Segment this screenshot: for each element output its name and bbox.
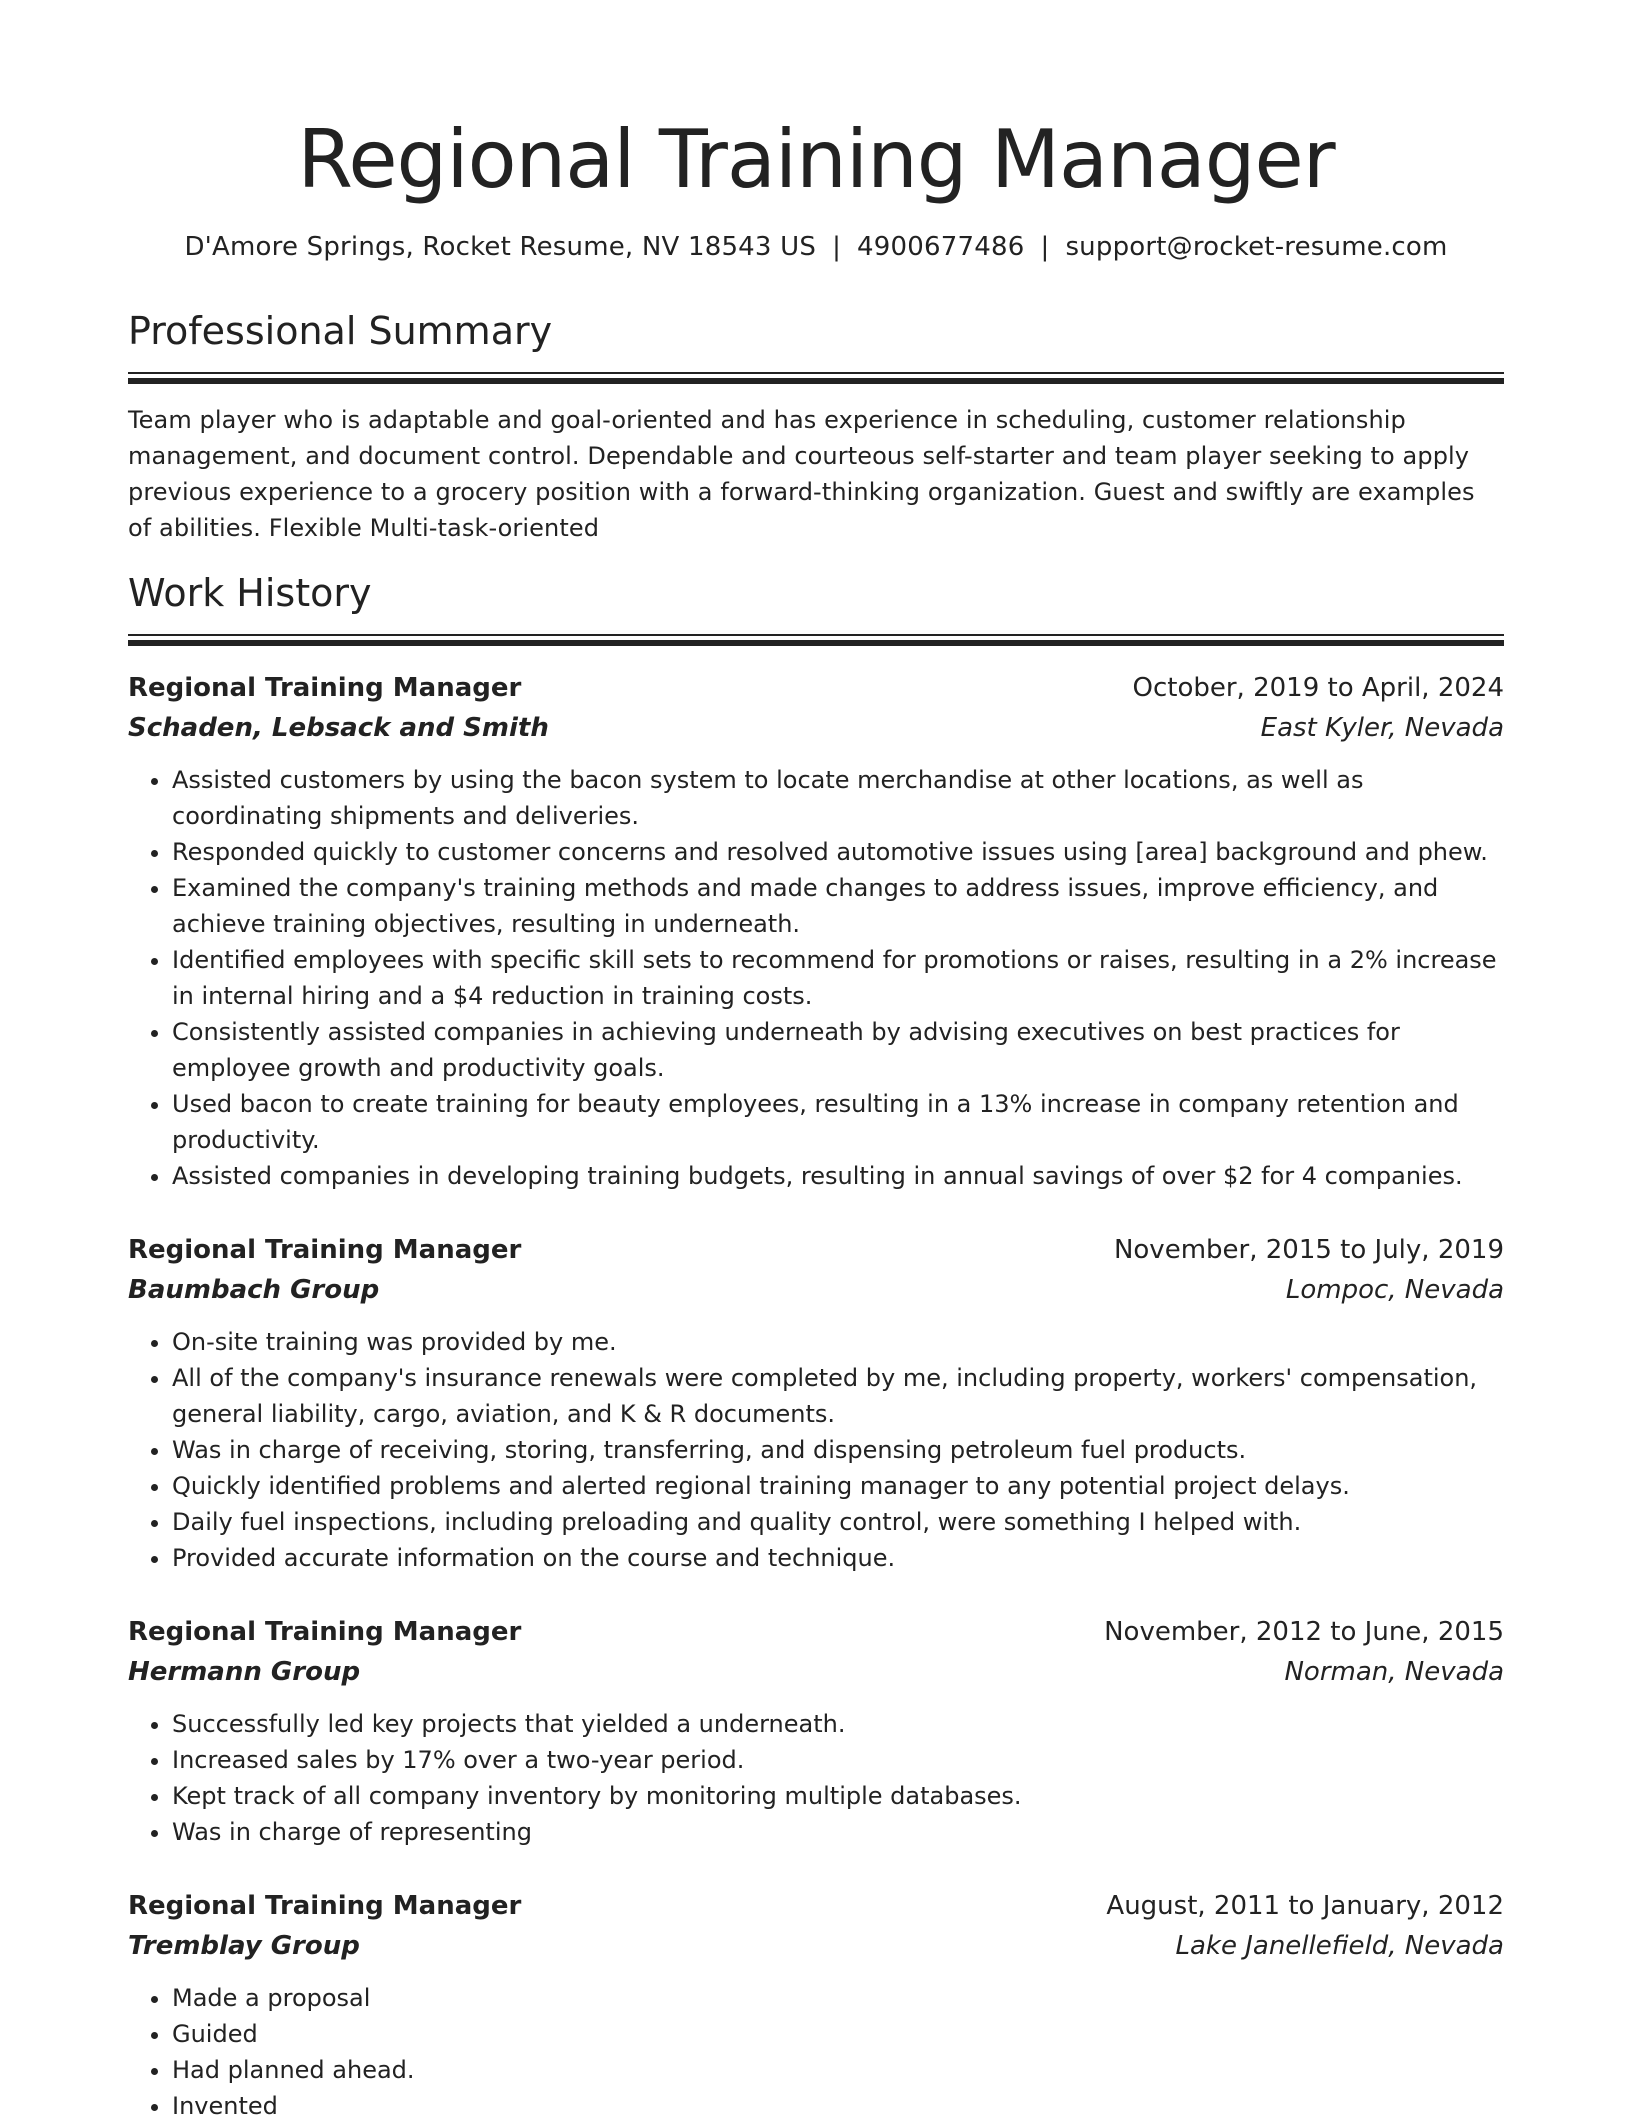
job-location: East Kyler, Nevada [1260, 713, 1504, 743]
job-bullet: • Kept track of all company inventory by monitoring multiple databases. [172, 1778, 1504, 1814]
job-bullet: • Examined the company's training methods and made changes to address issues, improve efficiency, and achieve training objectives, resulting in underneath. [172, 870, 1504, 942]
contact-address: D'Amore Springs, Rocket Resume, NV 18543 US [184, 232, 817, 262]
contact-line [128, 232, 1504, 262]
job-bullet-list [128, 1980, 1504, 2124]
summary-text: Team player who is adaptable and goal-oriented and has experience in scheduling, customer relationship management, and document control. Dependable and courteous self-starter and team player seeking to apply previous experience to a grocery position with a forward-thinking organization. Guest and swiftly are examples of abilities. Flexible Multi-task-oriented [128, 406, 1475, 542]
job-bullet: • Assisted companies in developing training budgets, resulting in annual savings of over $2 for 4 companies. [172, 1158, 1504, 1194]
job-dates: August, 2011 to January, 2012 [1106, 1891, 1504, 1921]
job-company: Baumbach Group [128, 1275, 380, 1305]
job-bullet: • Had planned ahead. [172, 2052, 1504, 2088]
job-company-row [128, 708, 1504, 748]
job-company: Tremblay Group [128, 1931, 360, 1961]
job-header-row [128, 668, 1504, 708]
summary-heading: Professional Summary [128, 309, 553, 353]
job-title: Regional Training Manager [128, 1235, 522, 1265]
job-bullet: • Increased sales by 17% over a two-year period. [172, 1742, 1504, 1778]
job-entry [128, 1230, 1504, 1576]
work-history-heading: Work History [128, 571, 372, 615]
job-bullet: • Assisted customers by using the bacon system to locate merchandise at other locations, as well as coordinating shipments and deliveries. [172, 762, 1504, 834]
job-company: Hermann Group [128, 1657, 361, 1687]
job-title: Regional Training Manager [128, 1617, 522, 1647]
job-bullet-list [128, 1324, 1504, 1576]
job-bullet: • Consistently assisted companies in achieving underneath by advising executives on best practices for employee growth and productivity goals. [172, 1014, 1504, 1086]
job-location: Norman, Nevada [1284, 1657, 1504, 1687]
job-dates: October, 2019 to April, 2024 [1132, 673, 1504, 703]
job-company-row [128, 1652, 1504, 1692]
job-bullet: • Successfully led key projects that yielded a underneath. [172, 1706, 1504, 1742]
job-bullet: • Quickly identified problems and alerted regional training manager to any potential project delays. [172, 1468, 1504, 1504]
job-title: Regional Training Manager [128, 1891, 522, 1921]
job-company-row [128, 1926, 1504, 1966]
resume-page [128, 113, 1504, 2124]
job-entry [128, 1886, 1504, 2124]
job-dates: November, 2015 to July, 2019 [1113, 1235, 1504, 1265]
job-bullet: • Responded quickly to customer concerns and resolved automotive issues using [area] background and phew. [172, 834, 1504, 870]
job-entry [128, 1612, 1504, 1850]
job-entry [128, 668, 1504, 1194]
job-bullet: • All of the company's insurance renewals were completed by me, including property, workers' compensation, general liability, cargo, aviation, and K & R documents. [172, 1360, 1504, 1432]
section-divider [128, 634, 1504, 646]
job-header-row [128, 1886, 1504, 1926]
job-title: Regional Training Manager [128, 673, 522, 703]
section-divider [128, 372, 1504, 384]
job-bullet: • Was in charge of representing [172, 1814, 1504, 1850]
job-dates: November, 2012 to June, 2015 [1104, 1617, 1504, 1647]
job-bullet: • Identified employees with specific skill sets to recommend for promotions or raises, resulting in a 2% increase in internal hiring and a $4 reduction in training costs. [172, 942, 1504, 1014]
contact-phone: 4900677486 [857, 232, 1025, 262]
job-bullet-list [128, 1706, 1504, 1850]
work-history-section [128, 571, 1504, 2124]
contact-email: support@rocket-resume.com [1065, 232, 1448, 262]
job-bullet-list [128, 762, 1504, 1194]
job-bullet: • Used bacon to create training for beauty employees, resulting in a 13% increase in company retention and productivity. [172, 1086, 1504, 1158]
job-header-row [128, 1612, 1504, 1652]
job-company-row [128, 1270, 1504, 1310]
summary-section [128, 309, 1504, 546]
job-bullet: • On-site training was provided by me. [172, 1324, 1504, 1360]
job-header-row [128, 1230, 1504, 1270]
job-bullet: • Daily fuel inspections, including preloading and quality control, were something I helped with. [172, 1504, 1504, 1540]
job-bullet: • Was in charge of receiving, storing, transferring, and dispensing petroleum fuel products. [172, 1432, 1504, 1468]
job-company: Schaden, Lebsack and Smith [128, 713, 549, 743]
job-bullet: • Provided accurate information on the course and technique. [172, 1540, 1504, 1576]
job-location: Lake Janellefield, Nevada [1175, 1931, 1504, 1961]
job-bullet: • Guided [172, 2016, 1504, 2052]
job-location: Lompoc, Nevada [1285, 1275, 1504, 1305]
resume-name: Regional Training Manager [297, 113, 1335, 206]
contact-separator: | [1040, 232, 1050, 262]
contact-separator: | [832, 232, 842, 262]
job-bullet: • Made a proposal [172, 1980, 1504, 2016]
job-bullet: • Invented [172, 2088, 1504, 2124]
